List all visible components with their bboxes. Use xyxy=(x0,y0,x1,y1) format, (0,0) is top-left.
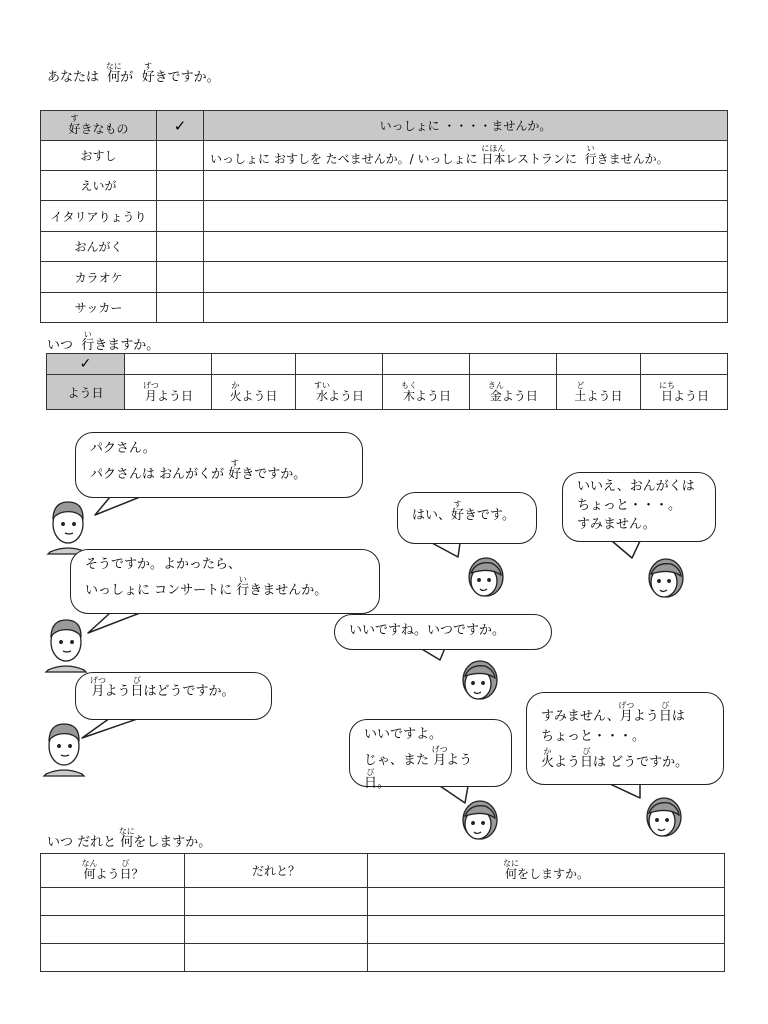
bubble-kanji: 日 xyxy=(130,684,144,699)
q1-particle: が xyxy=(120,70,134,85)
bubble-kanji: 火 xyxy=(541,755,555,771)
schedule-cell[interactable] xyxy=(368,916,725,944)
invite-header: いっしょに ・・・・ませんか。 xyxy=(204,111,728,141)
bubble-line xyxy=(364,745,497,794)
bubble-2-tail xyxy=(432,543,460,557)
day-kanji: 日 xyxy=(659,388,675,403)
q2-kanji: 行 xyxy=(81,338,95,353)
bubble-ruby: す xyxy=(228,458,242,468)
bubble-text: きですか。 xyxy=(241,466,307,482)
woman-face-icon xyxy=(469,558,503,596)
q3-ruby: なに xyxy=(118,827,135,836)
schedule-cell[interactable] xyxy=(41,916,185,944)
bubble-text: は どうですか。 xyxy=(593,755,689,771)
likes-row-label: カラオケ xyxy=(41,262,157,293)
example-kanji-1: 日本 xyxy=(481,152,506,166)
bubble-kanji: 好 xyxy=(451,508,465,523)
bubble-text: パクさんは おんがくが xyxy=(90,466,229,482)
schedule-header-who: だれと？ xyxy=(185,854,368,888)
bubble-ruby: す xyxy=(451,500,465,509)
q1-ruby-1: なに xyxy=(105,62,122,71)
header-ruby: び xyxy=(119,859,132,868)
bubble-text: すみません、 xyxy=(541,709,620,724)
day-suffix: よう日 xyxy=(586,388,623,403)
bubble-1-tail xyxy=(95,497,140,515)
q1-end: きですか。 xyxy=(154,70,220,85)
bubble-kanji: 日 xyxy=(364,775,378,791)
bubble-ruby: げつ xyxy=(618,701,635,710)
bubble-text: じゃ、また xyxy=(364,752,434,768)
bubble-text: きです。 xyxy=(464,508,515,523)
bubble-invite xyxy=(70,549,380,614)
bubble-ruby: び xyxy=(658,701,672,710)
schedule-header-day xyxy=(41,854,185,888)
bubble-no xyxy=(562,472,716,542)
day-kanji: 水 xyxy=(314,388,331,403)
woman-face-icon xyxy=(649,559,683,597)
bubble-kanji: 月 xyxy=(618,709,635,724)
header-text: ？ xyxy=(131,867,144,881)
example-part-b: レストランに xyxy=(505,152,581,166)
day-suffix: よう日 xyxy=(241,388,278,403)
bubble-3-tail xyxy=(612,541,640,558)
bubble-text: いっしょに コンサートに xyxy=(85,582,237,598)
header-text: よう xyxy=(95,867,120,881)
bubble-text: よう xyxy=(632,709,659,724)
day-label: よう日 xyxy=(67,385,104,400)
bubble-line xyxy=(90,459,348,485)
day-ruby: にち xyxy=(659,380,675,390)
bubble-ruby: び xyxy=(364,767,377,777)
q2-text: いつ xyxy=(47,338,78,353)
day-kanji: 木 xyxy=(400,388,417,403)
bubble-ruby: げつ xyxy=(431,744,448,754)
bubble-line: パクさん。 xyxy=(90,441,156,456)
bubble-4-tail xyxy=(88,613,140,633)
day-ruby: もく xyxy=(400,380,417,390)
bubble-text: はどうですか。 xyxy=(143,684,235,699)
bubble-text: いいですね。いつですか。 xyxy=(349,623,506,638)
bubble-line xyxy=(85,575,365,601)
bubble-line: いいですよ。 xyxy=(364,727,443,742)
example-part-c: きませんか。 xyxy=(596,152,669,166)
day-kanji: 土 xyxy=(574,388,587,403)
schedule-table xyxy=(40,853,725,972)
day-kanji: 月 xyxy=(142,388,159,403)
likes-header-ruby: す xyxy=(68,114,81,123)
bubble-text: は xyxy=(671,709,685,724)
day-ruby: げつ xyxy=(142,380,159,390)
bubble-monday xyxy=(75,672,272,720)
bubble-line xyxy=(541,701,709,727)
bubble-line xyxy=(541,747,709,773)
question-3 xyxy=(47,827,211,850)
bubble-sorry-monday xyxy=(526,692,724,785)
check-header: ✓ xyxy=(157,111,204,141)
likes-row-label: おすし xyxy=(41,141,157,171)
q3-end: をしますか。 xyxy=(133,835,212,850)
example-ruby-2: い xyxy=(584,144,597,153)
header-kanji: 何 xyxy=(502,867,519,881)
bubble-ok xyxy=(349,719,512,791)
bubble-text: よう xyxy=(554,755,581,771)
bubble-kanji: 月 xyxy=(431,752,448,768)
bubble-ruby: び xyxy=(580,747,594,757)
q3-kanji: 何 xyxy=(118,835,135,850)
header-kanji: 何 xyxy=(81,867,98,881)
day-suffix: よう日 xyxy=(328,388,365,403)
day-suffix: よう日 xyxy=(673,388,710,403)
bubble-text: よう xyxy=(104,684,131,699)
bubble-kanji: 月 xyxy=(90,684,106,699)
bubble-kanji: 行 xyxy=(236,582,250,598)
example-ruby-1: にほん xyxy=(481,144,506,153)
woman-face-icon xyxy=(463,661,497,699)
bubble-ruby: い xyxy=(236,574,250,584)
bubble-when xyxy=(334,614,552,650)
day-ruby: きん xyxy=(487,380,504,390)
bubble-text: はい、 xyxy=(412,508,452,523)
day-suffix: よう日 xyxy=(156,388,193,403)
bubble-line: いいえ、おんがくは xyxy=(577,479,695,494)
q1-text: あなたは xyxy=(47,70,100,85)
man-face-icon xyxy=(46,620,86,672)
schedule-cell[interactable] xyxy=(368,888,725,916)
day-ruby: ど xyxy=(574,380,587,390)
day-suffix: よう日 xyxy=(414,388,451,403)
bubble-line: すみません。 xyxy=(577,516,656,532)
q1-kanji-1: 何 xyxy=(105,70,122,85)
header-ruby: なに xyxy=(502,859,519,868)
q2-ruby: い xyxy=(81,330,95,339)
bubble-text: きませんか。 xyxy=(249,582,328,598)
bubble-ruby: げつ xyxy=(90,676,106,685)
schedule-header-what xyxy=(368,854,725,888)
header-kanji: 日 xyxy=(119,867,132,881)
bubble-line: ちょっと・・・。 xyxy=(541,729,646,745)
man-face-icon xyxy=(44,724,84,776)
woman-face-icon xyxy=(647,798,681,836)
header-text: をしますか。 xyxy=(516,867,589,881)
likes-header-rest: きなもの xyxy=(80,122,129,136)
q1-kanji-2: 好 xyxy=(141,70,155,85)
days-check-header: ✓ xyxy=(47,354,125,375)
bubble-ruby: か xyxy=(541,747,554,757)
likes-header-kanji: 好 xyxy=(68,122,81,136)
likes-row-label: おんがく xyxy=(41,232,157,262)
q2-end: きますか。 xyxy=(94,338,160,353)
likes-row-label: えいが xyxy=(41,171,157,201)
day-kanji: 金 xyxy=(487,388,504,403)
man-face-icon xyxy=(48,502,88,554)
q1-ruby-2: す xyxy=(141,62,155,71)
day-ruby: か xyxy=(229,380,242,390)
day-ruby: すい xyxy=(314,380,331,390)
schedule-cell[interactable] xyxy=(185,916,368,944)
schedule-cell[interactable] xyxy=(368,944,725,972)
example-kanji-2: 行 xyxy=(584,152,597,166)
bubble-text: よう xyxy=(446,752,473,768)
day-kanji: 火 xyxy=(229,388,242,403)
bubble-kanji: 日 xyxy=(658,709,672,724)
day-suffix: よう日 xyxy=(501,388,538,403)
header-ruby: なん xyxy=(81,859,98,868)
bubble-kanji: 好 xyxy=(228,466,242,482)
bubble-kanji: 日 xyxy=(580,755,594,771)
bubble-line: そうですか。よかったら、 xyxy=(85,557,242,572)
schedule-cell[interactable] xyxy=(185,888,368,916)
likes-row-label: イタリアりょうり xyxy=(41,201,157,232)
example-part-a: いっしょに おすしを たべませんか。/ いっしょに xyxy=(210,152,482,166)
bubble-line: ちょっと・・・。 xyxy=(577,497,682,513)
bubble-text: 。 xyxy=(377,775,391,791)
schedule-cell[interactable] xyxy=(41,944,185,972)
schedule-cell[interactable] xyxy=(185,944,368,972)
male-face-icon-group xyxy=(44,502,88,776)
bubble-ruby: び xyxy=(130,676,144,685)
woman-face-icon xyxy=(463,801,497,839)
bubble-8-tail xyxy=(610,784,640,798)
schedule-cell[interactable] xyxy=(41,888,185,916)
q3-text: いつ だれと xyxy=(47,835,121,850)
bubble-6-tail xyxy=(82,718,140,738)
likes-row-label: サッカー xyxy=(41,293,157,323)
bubble-park-question xyxy=(75,432,363,498)
bubble-yes xyxy=(397,492,537,544)
